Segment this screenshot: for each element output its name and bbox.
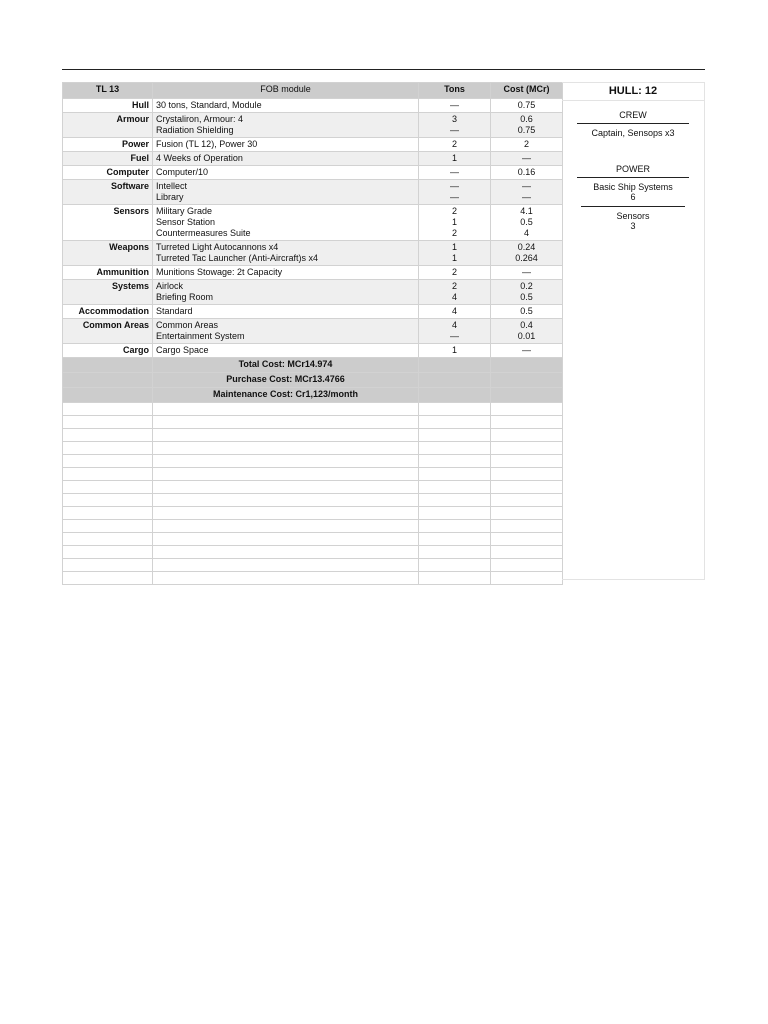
row-line-tons: 2 [451, 206, 457, 216]
row-line-cost: 0.4 [520, 320, 533, 330]
row-description [153, 99, 419, 113]
row-line-desc: 4 Weeks of Operation [156, 153, 243, 163]
row-description [153, 305, 419, 319]
empty-cell [419, 481, 491, 494]
power-item-value: 3 [630, 221, 636, 231]
table-row [63, 99, 563, 113]
cost-header: Cost (MCr) [491, 83, 563, 99]
row-line-cost: 0.5 [520, 217, 533, 227]
total-spacer [63, 388, 153, 403]
total-spacer [491, 388, 563, 403]
row-category: Weapons [63, 241, 153, 266]
row-cost [491, 241, 563, 266]
empty-cell [491, 507, 563, 520]
row-line-desc: Fusion (TL 12), Power 30 [156, 139, 258, 149]
row-line-tons: 1 [451, 345, 457, 355]
empty-cell [491, 572, 563, 585]
module-title-header: FOB module [153, 83, 419, 99]
row-line-tons: 4 [451, 306, 457, 316]
row-line-tons: 2 [451, 267, 457, 277]
row-line-desc: Briefing Room [156, 292, 214, 302]
empty-cell [491, 455, 563, 468]
power-item-sensors [562, 211, 704, 231]
row-line-tons: 1 [451, 253, 457, 263]
total-cost: Total Cost: MCr14.974 [153, 358, 419, 373]
empty-cell [419, 455, 491, 468]
row-line-cost: 0.2 [520, 281, 533, 291]
row-category: Power [63, 138, 153, 152]
table-row [63, 305, 563, 319]
row-line-cost: 2 [523, 139, 529, 149]
empty-cell [63, 572, 153, 585]
row-category: Hull [63, 99, 153, 113]
row-category: Fuel [63, 152, 153, 166]
row-description [153, 138, 419, 152]
row-cost [491, 166, 563, 180]
row-line-tons: 1 [451, 217, 457, 227]
empty-row [63, 455, 563, 468]
crew-title: CREW [619, 110, 647, 120]
power-title: POWER [615, 164, 650, 174]
row-category: Ammunition [63, 266, 153, 280]
empty-cell [419, 403, 491, 416]
total-spacer [419, 388, 491, 403]
total-spacer [419, 358, 491, 373]
row-cost [491, 344, 563, 358]
empty-cell [491, 429, 563, 442]
empty-cell [491, 520, 563, 533]
row-cost [491, 152, 563, 166]
row-tons [419, 344, 491, 358]
empty-cell [153, 507, 419, 520]
empty-row [63, 403, 563, 416]
row-line-desc: Standard [156, 306, 193, 316]
row-cost [491, 280, 563, 305]
row-cost [491, 305, 563, 319]
empty-cell [63, 507, 153, 520]
row-category: Sensors [63, 205, 153, 241]
divider [581, 206, 685, 207]
empty-cell [63, 429, 153, 442]
empty-cell [63, 416, 153, 429]
row-tons [419, 280, 491, 305]
row-category: Software [63, 180, 153, 205]
empty-cell [419, 572, 491, 585]
purchase-cost: Purchase Cost: MCr13.4766 [153, 373, 419, 388]
empty-cell [153, 533, 419, 546]
row-line-desc: Turreted Light Autocannons x4 [156, 242, 279, 252]
row-line-desc: Intellect [156, 181, 188, 191]
divider [577, 177, 689, 178]
row-description [153, 166, 419, 180]
empty-cell [63, 455, 153, 468]
row-tons [419, 152, 491, 166]
row-line-cost: 0.6 [520, 114, 533, 124]
empty-cell [153, 520, 419, 533]
row-line-cost: 0.16 [517, 167, 536, 177]
row-line-cost: 0.75 [517, 125, 536, 135]
power-item-value: 6 [630, 192, 636, 202]
table-row [63, 319, 563, 344]
row-tons [419, 166, 491, 180]
empty-cell [419, 507, 491, 520]
table-row [63, 113, 563, 138]
empty-cell [63, 494, 153, 507]
table-row [63, 241, 563, 266]
row-category: Cargo [63, 344, 153, 358]
empty-row [63, 520, 563, 533]
row-description [153, 152, 419, 166]
empty-cell [63, 520, 153, 533]
row-line-cost: 0.01 [517, 331, 536, 341]
row-line-tons: — [450, 192, 459, 202]
ship-spec-table [62, 82, 563, 585]
row-tons [419, 99, 491, 113]
empty-cell [63, 559, 153, 572]
row-line-desc: Common Areas [156, 320, 219, 330]
row-line-cost: — [522, 153, 531, 163]
row-line-desc: Sensor Station [156, 217, 216, 227]
empty-row [63, 416, 563, 429]
tech-level-header: TL 13 [63, 83, 153, 99]
summary-panel [562, 82, 705, 580]
row-line-tons: — [450, 331, 459, 341]
row-line-tons: 2 [451, 139, 457, 149]
empty-cell [491, 468, 563, 481]
row-line-cost: 0.75 [517, 100, 536, 110]
row-tons [419, 113, 491, 138]
row-tons [419, 180, 491, 205]
empty-cell [419, 442, 491, 455]
row-line-desc: Airlock [156, 281, 184, 291]
row-line-cost: — [522, 267, 531, 277]
empty-cell [63, 403, 153, 416]
row-line-cost: 0.5 [520, 292, 533, 302]
empty-row [63, 494, 563, 507]
empty-cell [153, 429, 419, 442]
empty-cell [419, 520, 491, 533]
empty-cell [153, 455, 419, 468]
empty-cell [153, 546, 419, 559]
row-line-desc: Cargo Space [156, 345, 209, 355]
empty-cell [63, 481, 153, 494]
empty-cell [419, 559, 491, 572]
empty-cell [153, 403, 419, 416]
row-cost [491, 113, 563, 138]
row-cost [491, 205, 563, 241]
row-line-tons: — [450, 181, 459, 191]
row-cost [491, 266, 563, 280]
total-spacer [419, 373, 491, 388]
row-line-desc: Munitions Stowage: 2t Capacity [156, 267, 283, 277]
table-row [63, 166, 563, 180]
empty-cell [153, 481, 419, 494]
empty-cell [153, 572, 419, 585]
row-tons [419, 138, 491, 152]
row-description [153, 241, 419, 266]
row-line-desc: Countermeasures Suite [156, 228, 251, 238]
empty-cell [63, 468, 153, 481]
maintenance-cost: Maintenance Cost: Cr1,123/month [153, 388, 419, 403]
row-line-desc: Crystaliron, Armour: 4 [156, 114, 244, 124]
row-line-cost: 4.1 [520, 206, 533, 216]
empty-cell [153, 559, 419, 572]
row-line-cost: 0.24 [517, 242, 536, 252]
row-line-tons: — [450, 125, 459, 135]
empty-cell [419, 533, 491, 546]
empty-cell [491, 533, 563, 546]
row-line-desc: Military Grade [156, 206, 213, 216]
total-spacer [491, 373, 563, 388]
row-category: Common Areas [63, 319, 153, 344]
table-row [63, 344, 563, 358]
row-cost [491, 99, 563, 113]
table-row [63, 152, 563, 166]
row-line-cost: — [522, 181, 531, 191]
empty-cell [419, 468, 491, 481]
row-tons [419, 241, 491, 266]
tons-header: Tons [419, 83, 491, 99]
row-line-cost: — [522, 192, 531, 202]
row-description [153, 205, 419, 241]
empty-row [63, 468, 563, 481]
empty-row [63, 546, 563, 559]
row-cost [491, 138, 563, 152]
empty-cell [491, 416, 563, 429]
row-line-tons: 1 [451, 153, 457, 163]
empty-cell [63, 442, 153, 455]
divider [577, 123, 689, 124]
empty-cell [63, 533, 153, 546]
row-line-cost: 0.5 [520, 306, 533, 316]
empty-cell [491, 494, 563, 507]
row-cost [491, 319, 563, 344]
row-line-desc: Library [156, 192, 184, 202]
row-category: Computer [63, 166, 153, 180]
table-row [63, 138, 563, 152]
maintenance-cost-row [63, 388, 563, 403]
empty-cell [153, 442, 419, 455]
empty-cell [491, 481, 563, 494]
row-line-cost: 0.264 [515, 253, 538, 263]
table-row [63, 205, 563, 241]
empty-cell [491, 546, 563, 559]
row-line-desc: Entertainment System [156, 331, 245, 341]
empty-row [63, 533, 563, 546]
row-category: Systems [63, 280, 153, 305]
crew-list: Captain, Sensops x3 [591, 128, 675, 138]
row-line-tons: — [450, 167, 459, 177]
empty-cell [419, 546, 491, 559]
row-tons [419, 266, 491, 280]
row-description [153, 280, 419, 305]
empty-cell [419, 429, 491, 442]
row-description [153, 180, 419, 205]
row-line-tons: — [450, 100, 459, 110]
purchase-cost-row [63, 373, 563, 388]
row-category: Armour [63, 113, 153, 138]
row-tons [419, 319, 491, 344]
empty-cell [491, 403, 563, 416]
total-spacer [491, 358, 563, 373]
row-line-desc: Turreted Tac Launcher (Anti-Aircraft)s x4 [156, 253, 319, 263]
total-spacer [63, 373, 153, 388]
empty-row [63, 572, 563, 585]
table-header-row [63, 83, 563, 99]
hull-points: HULL: 12 [562, 83, 704, 101]
row-line-cost: 4 [523, 228, 529, 238]
row-description [153, 344, 419, 358]
empty-cell [153, 494, 419, 507]
empty-row [63, 507, 563, 520]
row-line-tons: 3 [451, 114, 457, 124]
table-row [63, 266, 563, 280]
empty-cell [153, 468, 419, 481]
power-item-label: Basic Ship Systems [593, 182, 673, 192]
row-line-desc: Computer/10 [156, 167, 209, 177]
row-line-tons: 4 [451, 292, 457, 302]
row-description [153, 319, 419, 344]
empty-row [63, 442, 563, 455]
total-spacer [63, 358, 153, 373]
empty-cell [63, 546, 153, 559]
row-description [153, 266, 419, 280]
row-category: Accommodation [63, 305, 153, 319]
row-line-tons: 1 [451, 242, 457, 252]
row-line-desc: Radiation Shielding [156, 125, 234, 135]
empty-row [63, 559, 563, 572]
empty-cell [491, 442, 563, 455]
row-line-desc: 30 tons, Standard, Module [156, 100, 262, 110]
power-item-basic-systems [562, 182, 704, 202]
ship-sheet [62, 69, 705, 580]
row-tons [419, 305, 491, 319]
row-cost [491, 180, 563, 205]
power-item-label: Sensors [616, 211, 650, 221]
empty-cell [491, 559, 563, 572]
table-row [63, 280, 563, 305]
row-line-tons: 4 [451, 320, 457, 330]
row-description [153, 113, 419, 138]
row-line-tons: 2 [451, 281, 457, 291]
empty-cell [419, 494, 491, 507]
empty-cell [419, 416, 491, 429]
empty-cell [153, 416, 419, 429]
empty-row [63, 429, 563, 442]
row-line-cost: — [522, 345, 531, 355]
table-row [63, 180, 563, 205]
empty-row [63, 481, 563, 494]
row-line-tons: 2 [451, 228, 457, 238]
row-tons [419, 205, 491, 241]
total-cost-row [63, 358, 563, 373]
